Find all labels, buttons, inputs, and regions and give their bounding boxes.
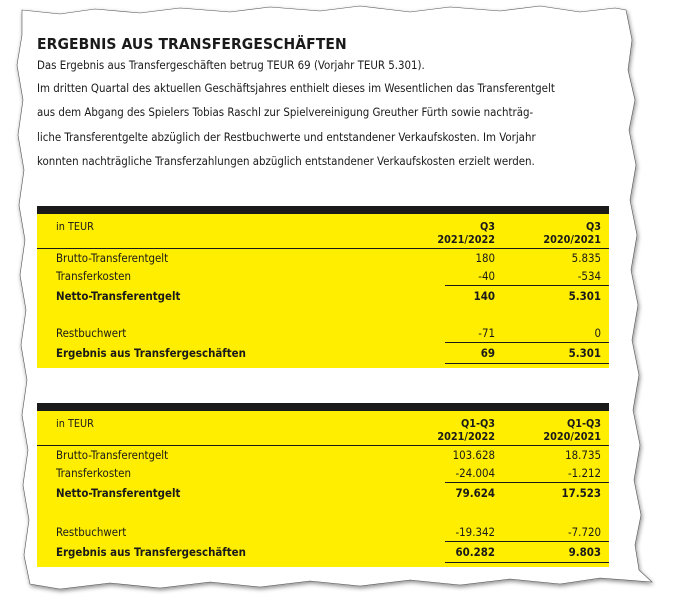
table-header-row	[37, 417, 609, 445]
table-row	[37, 543, 609, 561]
transfer-table-q3	[37, 206, 609, 368]
table-row	[37, 523, 609, 541]
row-value-current: 79.624	[455, 486, 495, 500]
row-value-current: 103.628	[452, 448, 495, 462]
row-value-prior: -1.212	[567, 466, 601, 480]
row-value-prior: 9.803	[568, 545, 601, 559]
row-value-current: -24.004	[455, 466, 495, 480]
row-label: Restbuchwert	[56, 326, 127, 340]
col1-year: 2021/2022	[437, 233, 495, 246]
row-label: Brutto-Transferentgelt	[56, 251, 169, 265]
paragraph-line-4: liche Transferentgelte abzüglich der Restbuchwerte und entstandener Verkaufskosten. Im Vorjahr	[37, 129, 536, 144]
table-row	[37, 484, 609, 502]
row-label: Ergebnis aus Transfergeschäften	[56, 545, 246, 559]
row-value-prior: 0	[594, 326, 601, 340]
subtotal-divider	[445, 482, 609, 483]
row-value-current: -71	[478, 326, 495, 340]
row-value-prior: -534	[577, 269, 601, 283]
row-value-prior: 18.735	[565, 448, 601, 462]
row-label: Restbuchwert	[56, 525, 127, 539]
paragraph-line-1: Das Ergebnis aus Transfergeschäften betrug TEUR 69 (Vorjahr TEUR 5.301).	[37, 58, 425, 72]
unit-label: in TEUR	[56, 220, 94, 233]
row-value-prior: 17.523	[561, 486, 601, 500]
row-label: Transferkosten	[56, 269, 131, 283]
col2-period: Q3	[585, 220, 601, 233]
paragraph-line-5: konnten nachträgliche Transferzahlungen abzüglich entstandener Verkaufskosten erzielt werden.	[37, 153, 535, 168]
row-value-current: -19.342	[455, 525, 495, 539]
unit-label: in TEUR	[56, 417, 94, 430]
row-value-current: 140	[473, 289, 495, 303]
row-label: Brutto-Transferentgelt	[56, 448, 169, 462]
col2-year: 2020/2021	[543, 233, 601, 246]
col1-period: Q3	[479, 220, 495, 233]
section-title: ERGEBNIS AUS TRANSFERGESCHÄFTEN	[37, 35, 347, 53]
row-value-prior: 5.835	[571, 251, 601, 265]
table-row	[37, 344, 609, 362]
table-row	[37, 324, 609, 342]
total-underline	[445, 562, 609, 563]
row-value-prior: 5.301	[568, 289, 601, 303]
paragraph-line-2: Im dritten Quartal des aktuellen Geschäftsjahres enthielt dieses im Wesentlichen das Transferentgelt	[37, 81, 555, 95]
col2-year: 2020/2021	[543, 430, 601, 443]
paragraph-line-3: aus dem Abgang des Spielers Tobias Raschl zur Spielvereinigung Greuther Fürth sowie nachträg-	[37, 105, 534, 120]
total-underline	[445, 363, 609, 364]
col2-period: Q1-Q3	[566, 417, 601, 430]
subtotal-divider	[445, 285, 609, 286]
table-row	[37, 287, 609, 305]
row-value-current: -40	[478, 269, 495, 283]
row-value-current: 69	[480, 346, 495, 360]
row-value-current: 180	[475, 251, 495, 265]
table-header-row	[37, 220, 609, 248]
row-value-current: 60.282	[455, 545, 495, 559]
table-row	[37, 446, 609, 464]
row-label: Transferkosten	[56, 466, 131, 480]
row-label: Netto-Transferentgelt	[56, 289, 181, 303]
row-label: Netto-Transferentgelt	[56, 486, 181, 500]
table-row	[37, 267, 609, 285]
row-value-prior: -7.720	[567, 525, 601, 539]
text-section	[37, 34, 617, 173]
col1-period: Q1-Q3	[460, 417, 495, 430]
row-value-prior: 5.301	[568, 346, 601, 360]
total-divider	[445, 541, 609, 542]
table-row	[37, 249, 609, 267]
transfer-table-q1-q3	[37, 403, 609, 567]
table-row	[37, 464, 609, 482]
total-divider	[445, 342, 609, 343]
row-label: Ergebnis aus Transfergeschäften	[56, 346, 246, 360]
col1-year: 2021/2022	[437, 430, 495, 443]
